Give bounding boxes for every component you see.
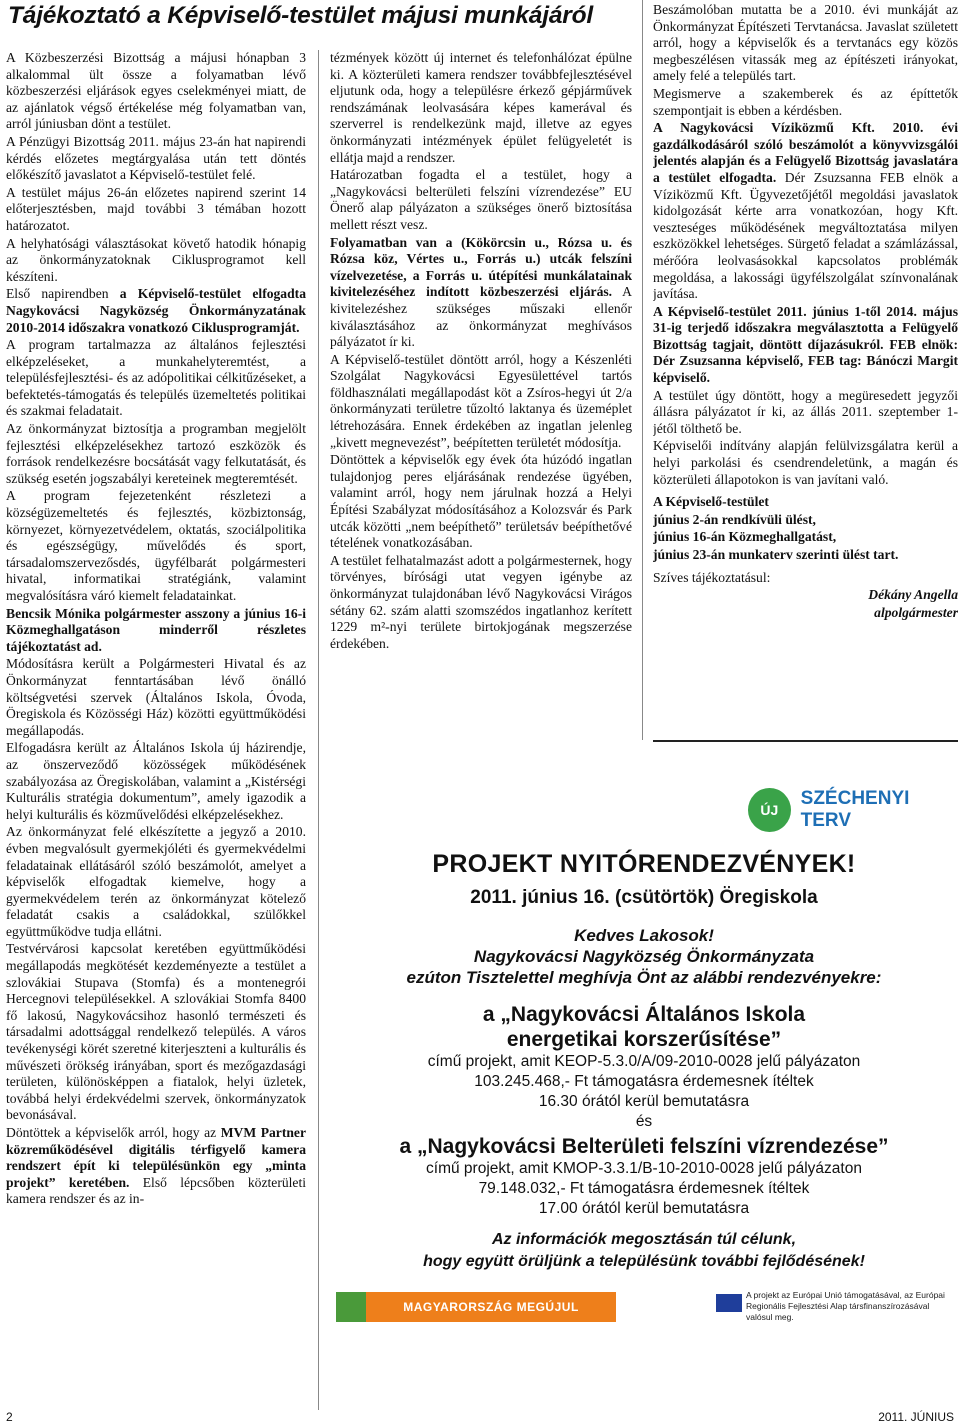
schedule-item: június 2-án rendkívüli ülést,	[653, 511, 816, 527]
paragraph: Megismerve a szakemberek és az építtetők szempontjait is ebben a kérdésben.	[653, 85, 958, 118]
paragraph: Az önkormányzat biztosítja a programban megjelölt fejlesztési elképzelésekhez tartozó eszközök és források rendelkezésre bocsátását vagy felkutatását, és szükség esetén jogszabályi kereteinek megteremtését.	[6, 421, 306, 486]
article-column-2	[330, 50, 632, 755]
project-detail: 79.148.032,- Ft támogatásra érdemesnek ítéltek	[478, 1180, 810, 1197]
paragraph: Módosításra került a Polgármesteri Hivatal és az Önkormányzat fenntartásában lévő önálló költségvetési szervek (Általános Iskola, Óvoda, Öregiskola és Közösségi Ház) közötti együttműködési megállapodás.	[6, 656, 306, 738]
paragraph: A Képviselő-testület döntött arról, hogy a Készenléti Szolgálat Nagykovácsi Egyesülettével tartós földhasználati megállapodást köt a Zsíros-hegyi út 2/a önkormányzati területre tűzoltó laktanya és üzeméplet létrehozására. Ennek érdekében az ingatlan jelenleg „kivett megnevezést”, beépítetten területét módosítja.	[330, 351, 632, 450]
logo-name: SZÉCHENYI TERV	[800, 788, 910, 831]
section-divider	[653, 740, 958, 742]
paragraph: A Közbeszerzési Bizottság a májusi hónapban 3 alkalommal ült össze a folyamatban lévő közbeszerzési eljárások egyes cselekményei miatt, de az ajánlatok végső értékelése még folyamatban van, arról júniusban dönt a testület.	[6, 50, 306, 132]
closing-text: Szíves tájékoztatásul:	[653, 569, 771, 585]
project-announcement	[330, 850, 958, 1273]
paragraph: Bencsik Mónika polgármester asszony a június 16-i Közmeghallgatáson minderről részletes tájékoztatást ad.	[6, 605, 306, 654]
paragraph: A Pénzügyi Bizottság 2011. május 23-án hat napirendi kérdés előzetes megtárgyalása után tett döntés előkészítő javaslatot a Képviselő-testület felé.	[6, 133, 306, 183]
project-title: a „Nagykovácsi Általános Iskola	[482, 1003, 806, 1026]
column-divider	[642, 0, 643, 740]
eu-flag-icon	[716, 1294, 742, 1312]
szechenyi-logo	[748, 788, 960, 832]
issue-date: 2011. JÚNIUS	[878, 1410, 954, 1424]
page-number: 2	[6, 1410, 13, 1424]
paragraph: tézmények között új internet és telefonhálózat épülne ki. A közterületi kamera rendszer továbbfejlesztésével eljutunk oda, hogy a településre érkező gépjárművek rendszámának leolvasására képes kamerával és szerverrel is rendelkezünk majd, illetve az egyes önkormányzati intézmények épület felügyeletét is ellátja majd a rendszer.	[330, 50, 632, 165]
project-detail: című projekt, amit KMOP-3.3.1/B-10-2010-0028 jelű pályázaton	[426, 1160, 862, 1177]
paragraph: Elfogadásra került az Általános Iskola új házirendje, az önszerveződő közösségek működésének szabályozása az Öregiskolában, valamint a „Kistérségi Kulturális stratégia dokumentum”, amely igazodik a helyi kulturális és közművelődési elképzelésekhez.	[6, 740, 306, 822]
project-title: a „Nagykovácsi Belterületi felszíni vízrendezése”	[399, 1135, 889, 1158]
paragraph: Folyamatban van a (Kökörcsin u., Rózsa u. és Rózsa köz, Vértes u., Forrás u.) utcák felszíni vízelvezetése, a Forrás u. útépítési munkálatainak kivitelezéséhez indított közbeszerzési eljárás. A kivitelezéshez szükséges műszaki ellenőr kiválasztásához az önkormányzat meghívásos pályázatot ír ki.	[330, 234, 632, 350]
paragraph: A Képviselő-testület 2011. június 1-től 2014. május 31-ig terjedő időszakra megválasztotta a Felügyelő Bizottság tagjait, döntött díjazásukról. FEB elnök: Dér Zsuzsanna képviselő, FEB tag: Bánóczi Margit képviselő.	[653, 303, 958, 386]
paragraph: Első napirendben a Képviselő-testület elfogadta Nagykovácsi Nagyközség Önkormányzatának 2010-2014 időszakra vonatkozó Ciklusprogramját.	[6, 286, 306, 335]
paragraph: A program fejezetenként részletezi a községüzemeltetés és fejlesztés, közbiztonság, környezet, környezetvédelem, oktatás, szociálpolitika és egészségügy, művelődés és sport, társadalomszervezősdés, ügyfélbarát polgármesteri hivatal, informatikai stratégiánk, valamint megvalósításra váró kiemelt feladatainkat.	[6, 488, 306, 603]
paragraph: A helyhatósági választásokat követő hatodik hónapig az önkormányzatoknak Ciklusprogramot kell készíteni.	[6, 235, 306, 284]
project-detail: 103.245.468,- Ft támogatásra érdemesnek ítéltek	[474, 1073, 814, 1090]
article-column-1	[6, 50, 306, 1410]
project-title: energetikai korszerűsítése”	[506, 1028, 782, 1051]
schedule-item: június 16-án Közmeghallgatást,	[653, 529, 837, 545]
page-title: Tájékoztató a Képviselő-testület májusi munkájáról	[8, 2, 593, 29]
conjunction: és	[635, 1113, 653, 1130]
project-detail: című projekt, amit KEOP-5.3.0/A/09-2010-0028 jelű pályázaton	[427, 1053, 861, 1070]
project-detail: 17.00 órától kerül bemutatásra	[538, 1200, 750, 1217]
paragraph: A testület május 26-án előzetes napirend szerint 14 előterjesztésben, majd további 3 témában hozott határozatot.	[6, 184, 306, 233]
schedule-heading: A Képviselő-testület	[653, 494, 769, 510]
article-column-3	[653, 2, 958, 740]
funding-logos	[336, 1290, 956, 1328]
paragraph: Testvérvárosi kapcsolat keretében együttműködési megállapodás megkötését kezdeményezte a testület a szlovákiai Stupava (Stomfa) és a montenegrói Hercegnovi településekkel. A szlovákiai Stomfa 8400 fő lakosú, Nagykovácsihoz hasonló természeti és társadalmi adottsággal rendelkező település. A város tevékenységi körét szeretné kiterjeszteni a kulturális és művészeti örökség irányában, sport és mezőgazdasági területen, különösképpen a fiatalok, helyi üzletek, továbbá helyi érdekvédelmi szervek, önkormányzatok bevonásával.	[6, 941, 306, 1123]
magyarorszag-megujul-badge: MAGYARORSZÁG MEGÚJUL	[336, 1292, 616, 1322]
closing-line: Az információk megosztásán túl célunk,	[491, 1231, 797, 1248]
eu-funding-text: A projekt az Európai Unió támogatásával, az Európai Regionális Fejlesztési Alap társfinanszírozásával valósul meg.	[746, 1290, 945, 1322]
paragraph: A testület felhatalmazást adott a polgármesternek, hogy törvényes, bírósági utat vegyen igénybe az önkormányzat tulajdonában lévő Nagykovácsi Virágos sétány 62. szám alatti szomszédos ingatlanhoz kerített 1229 m²-nyi területe birtokjogának megszerzése érdekében.	[330, 552, 632, 651]
paragraph: Döntöttek a képviselők egy évek óta húzódó ingatlan tulajdonjog peres eljárásának rendezése ügyében, valamint arról, hogy nem járulnak hozzá a Helyi Építési Szabályzat módosításához a Kolozsvár és Park utcák közötti „nem beépíthető” területsáv beépíthetővé tételének vonatkozásában.	[330, 452, 632, 551]
paragraph: A program tartalmazza az általános fejlesztési elképzeléseket, a munkahelyteremtést, a településfejlesztési- és az adópolitikai célkitűzéseket, a befektetés-támogatás és település üzemeltetés politikai és szakmai feladatait.	[6, 337, 306, 419]
signature-name: Dékány Angella	[868, 587, 958, 603]
paragraph: Képviselői indítvány alapján felülvizsgálatra kerül a helyi parkolási és csendrendeletünk, a magán és közterületi állapotokon is van javítani való.	[653, 438, 958, 487]
announcement-date: 2011. június 16. (csütörtök) Öregiskola	[470, 887, 818, 908]
paragraph: A Nagykovácsi Víziközmű Kft. 2010. évi gazdálkodásáról szóló beszámolót a könyvvizsgálói jelentés alapján és a Felügyelő Bizottság javaslatára a testület elfogadta. Dér Zsuzsanna FEB elnök a Víziközmű Kft. Ügyvezetőjétől megoldási javaslatok kidolgozását kérte arra vonatkozóan, hogy Kft. veszteséges működésének megváltoztatása milyen eszközökkel lehetséges. Sürgető feladat a számlázással, mérőóra leolvasásokkal kapcsolatos problémák megoldása, a lakossági ügyfélszolgálat színvonalának javítása.	[653, 120, 958, 302]
paragraph: Döntöttek a képviselők arról, hogy az MVM Partner közreműködésével digitális térfigyelő kamera rendszert épít ki településünkön egy „minta projekt” keretében. Első lépcsőben közterületi kamera rendszer és az in-	[6, 1125, 306, 1207]
closing-line: hogy együtt örüljünk a településünk további fejlődésének!	[423, 1253, 865, 1270]
schedule-item: június 23-án munkaterv szerinti ülést tart.	[653, 547, 899, 562]
paragraph: Az önkormányzat felé elkészítette a jegyző a 2010. évben megvalósult gyermekjóléti és gyermekvédelmi feladatainak ellátásáról szóló beszámolót, amelyet a képviselők elfogadtak kiemelve, hogy a gyermekvédelem terén az önkormányzat kötelező feladatát csakis a családokkal, szülőkkel együttműködve tudja ellátni.	[6, 824, 306, 939]
logo-mark-icon: ÚJ	[748, 788, 791, 832]
paragraph: Határozatban fogadta el a testület, hogy a „Nagykovácsi belterületi felszíni vízrendezése” EU Önerő alap pályázaton a szükséges önerő biztosítása mellett részt vesz.	[330, 167, 632, 232]
paragraph: Beszámolóban mutatta be a 2010. évi munkáját az Önkormányzat Építészeti Tervtanácsa. Javaslat született arról, hogy a képviselők és a tervtanács egy közös megbeszélésen vitassák meg az építészeti irányokat, amely felé a település tart.	[653, 2, 958, 84]
greeting: ezúton Tisztelettel meghívja Önt az alábbi rendezvényekre:	[406, 968, 882, 987]
column-divider	[318, 50, 319, 1410]
paragraph: A testület úgy döntött, hogy a megüresedett jegyzői állásra pályázatot ír ki, az állás 2011. szeptember 1-jétől tölthető be.	[653, 387, 958, 436]
announcement-headline: PROJEKT NYITÓRENDEZVÉNYEK!	[432, 850, 856, 878]
project-detail: 16.30 órától kerül bemutatásra	[538, 1093, 750, 1110]
greeting: Kedves Lakosok!	[574, 926, 714, 945]
signature-title: alpolgármester	[874, 604, 958, 620]
greeting: Nagykovácsi Nagyközség Önkormányzata	[473, 947, 815, 966]
